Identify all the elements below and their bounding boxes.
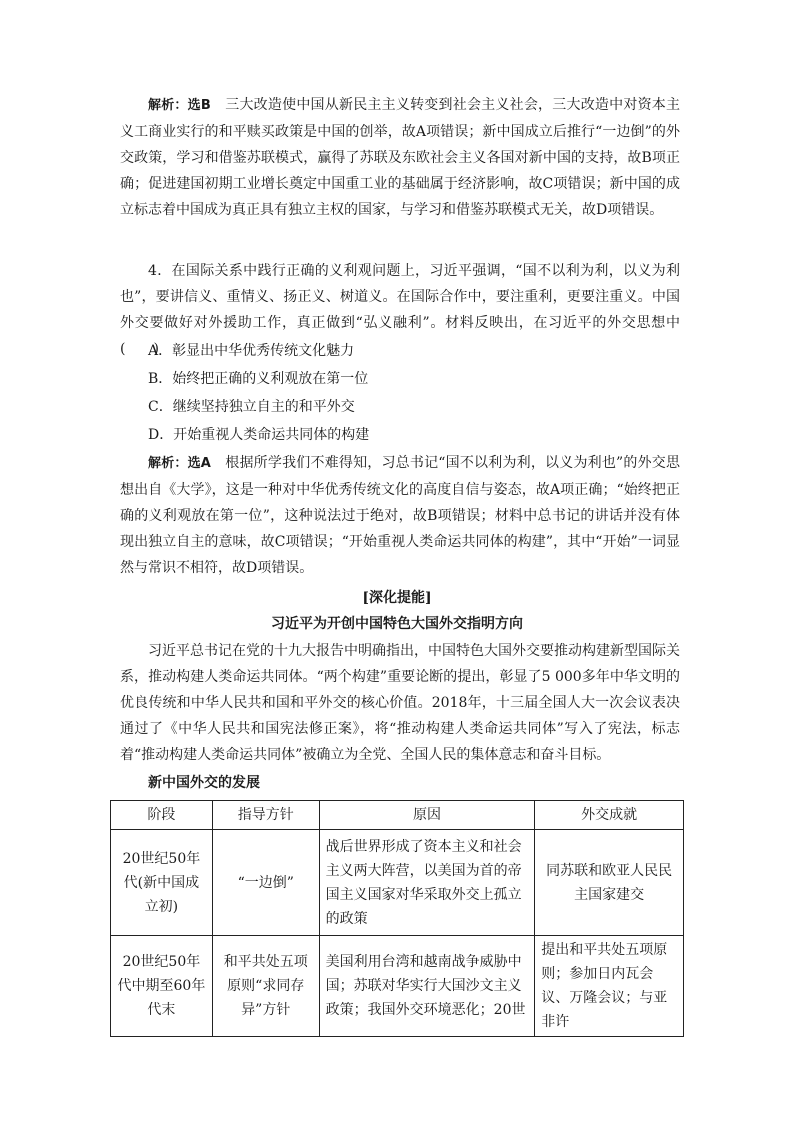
header-cell: 阶段 bbox=[111, 801, 213, 830]
table-caption: 新中国外交的发展 bbox=[148, 775, 260, 791]
analysis-label: 解析：选A bbox=[148, 456, 211, 471]
header-cell: 原因 bbox=[319, 801, 535, 830]
table-cell: 和平共处五项原则“求同存异”方针 bbox=[212, 936, 319, 1037]
table-cell: 战后世界形成了资本主义和社会主义两大阵营，以美国为首的帝国主义国家对华采取外交上孤立的政策 bbox=[319, 830, 535, 936]
analysis-q4 bbox=[120, 450, 680, 581]
table-header-row bbox=[111, 801, 684, 830]
table-cell: 20世纪50年代(新中国成立初) bbox=[111, 830, 213, 936]
header-cell: 外交成就 bbox=[535, 801, 684, 830]
diplomacy-table bbox=[110, 800, 684, 1037]
table-cell: 美国利用台湾和越南战争威胁中国；苏联对华实行大国沙文主义政策；我国外交环境恶化；20世 bbox=[319, 936, 535, 1037]
analysis-label: 解析：选B bbox=[148, 98, 211, 113]
table-cell: 20世纪50年代中期至60年代末 bbox=[111, 936, 213, 1037]
option-b: B．始终把正确的义利观放在第一位 bbox=[148, 371, 369, 387]
table-row bbox=[111, 936, 684, 1037]
table-cell: 同苏联和欧亚人民民主国家建交 bbox=[535, 830, 684, 936]
option-a: A．彰显出中华优秀传统文化魅力 bbox=[148, 343, 355, 359]
section-title: 习近平为开创中国特色大国外交指明方向 bbox=[271, 616, 523, 632]
table-row bbox=[111, 830, 684, 936]
deepen-tag: [深化提能] bbox=[362, 590, 432, 606]
analysis-text: 根据所学我们不难得知，习总书记“国不以利为利，以义为利也”的外交思想出自《大学》，这是一种对中华优秀传统文化的高度自信与姿态，故A项正确；“始终把正确的义利观放在第一位”，这种说法过于绝对，故B项错误；材料中总书记的讲话并没有体现出独立自主的意味，故C项错误；“开始重视人类命运共同体的构建”，其中“开始”一词显然与常识不相符，故D项错误。 bbox=[120, 455, 681, 576]
table-cell: 提出和平共处五项原则；参加日内瓦会议、万隆会议；与亚非许 bbox=[535, 936, 684, 1037]
option-c: C．继续坚持独立自主的和平外交 bbox=[148, 399, 355, 415]
analysis-text: 三大改造使中国从新民主主义转变到社会主义社会，三大改造中对资本主义工商业实行的和平赎买政策是中国的创举，故A项错误；新中国成立后推行“一边倒”的外交政策，学习和借鉴苏联模式，赢得了苏联及东欧社会主义各国对新中国的支持，故B项正确；促进建国初期工业增长奠定中国重工业的基础属于经济影响，故C项错误；新中国的成立标志着中国成为真正具有独立主权的国家，与学习和借鉴苏联模式无关，故D项错误。 bbox=[120, 97, 680, 218]
analysis-q3 bbox=[120, 92, 680, 223]
option-d: D．开始重视人类命运共同体的构建 bbox=[148, 427, 370, 443]
header-cell: 指导方针 bbox=[212, 801, 319, 830]
deepen-paragraph: 习近平总书记在党的十九大报告中明确指出，中国特色大国外交要推动构建新型国际关系，推动构建人类命运共同体。“两个构建”重要论断的提出，彰显了5 000多年中华文明的优良传统和中华人民共和国和平外交的核心价值。2018年，十三届全国人大一次会议表决通过了《中华人民共和国宪法修正案》，将“推动构建人类命运共同体”写入了宪法，标志着“推动构建人类命运共同体”被确立为全党、全国人民的集体意志和奋斗目标。 bbox=[120, 643, 680, 763]
question-4-stem: 4．在国际关系中践行正确的义利观问题上，习近平强调，“国不以利为利，以义为利也”，要讲信义、重情义、扬正义、树道义。在国际合作中，要注重利，更要注重义。中国外交要做好对外援助工作，真正做到“弘义融利”。材料反映出，在习近平的外交思想中( ) bbox=[120, 263, 680, 357]
table-cell: “一边倒” bbox=[212, 830, 319, 936]
